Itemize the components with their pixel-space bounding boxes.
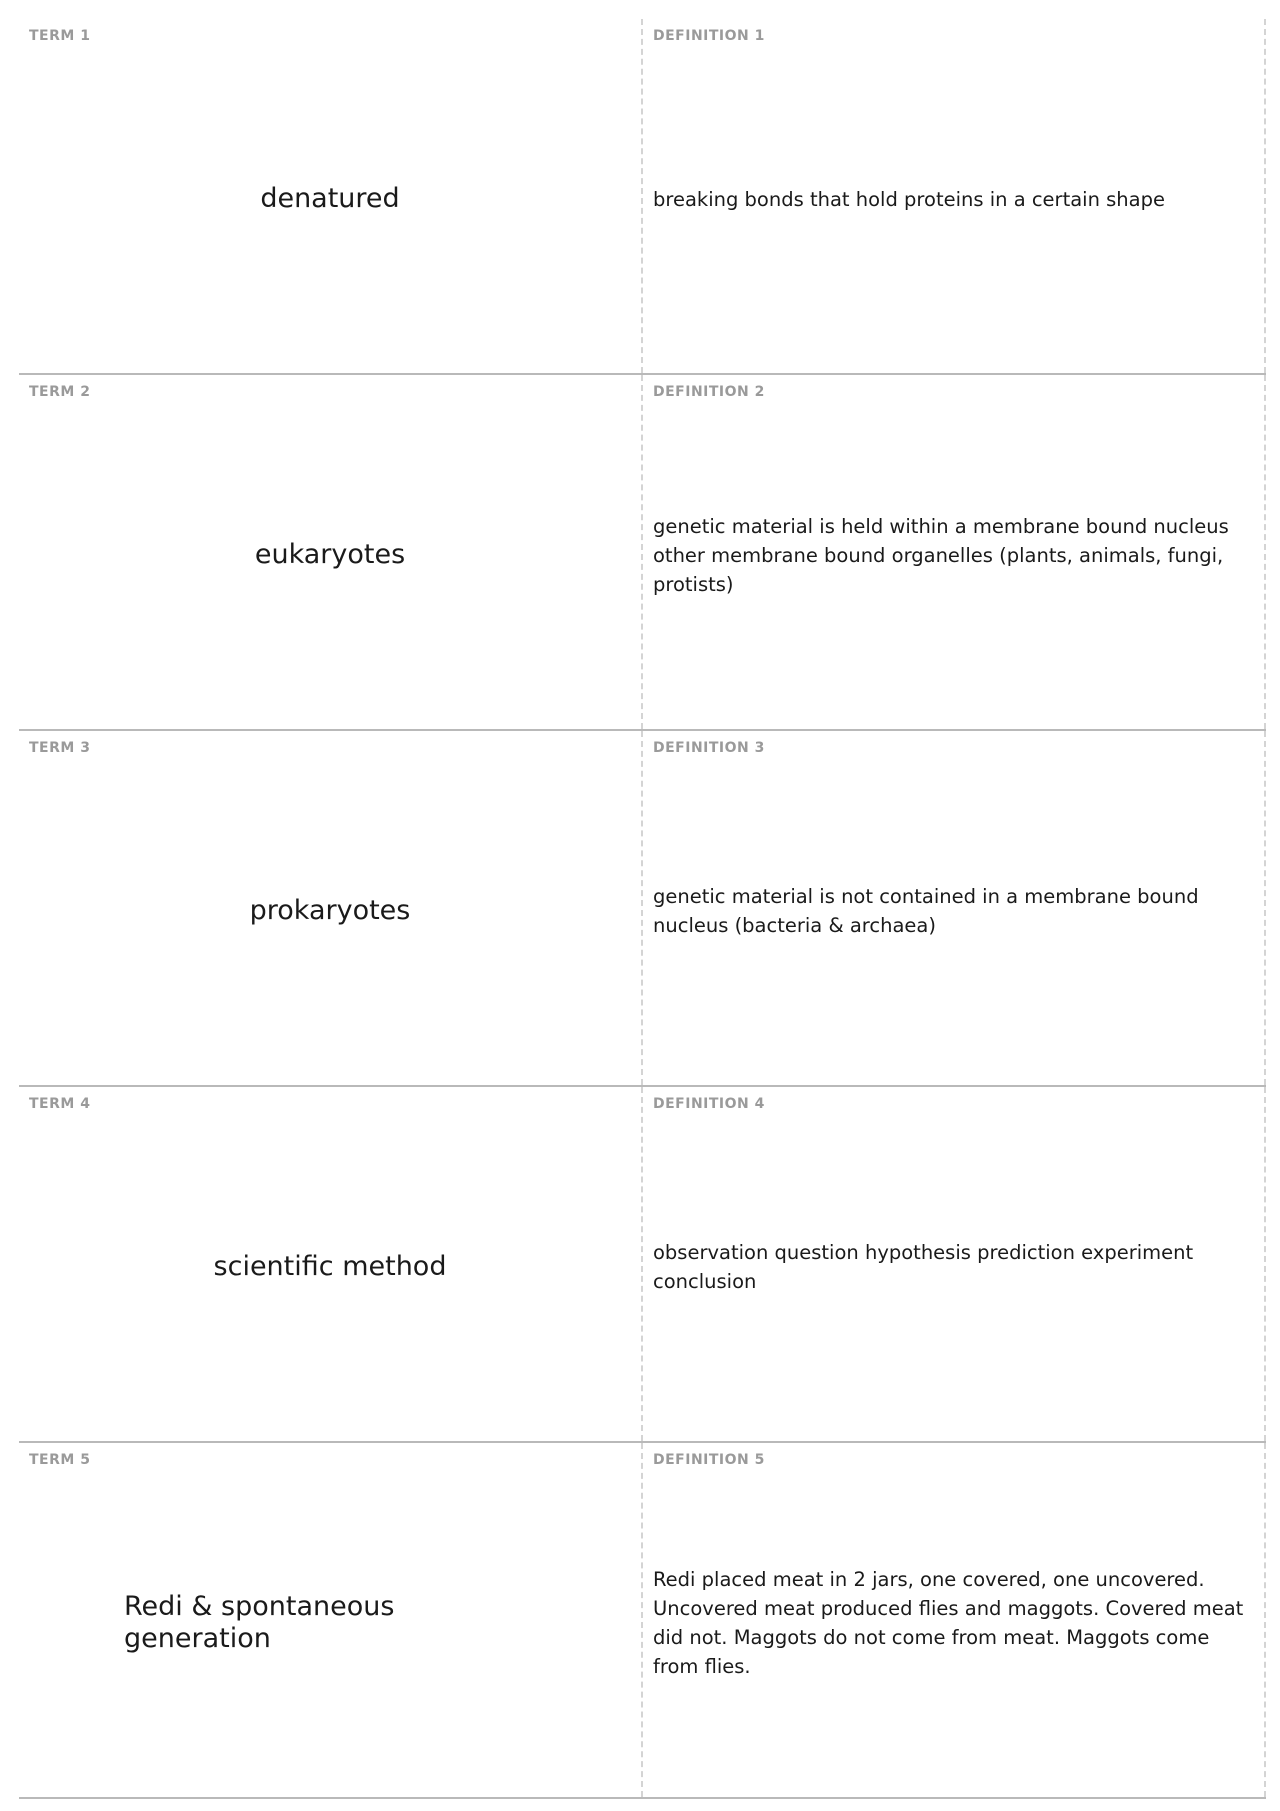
flashcard-row-4: [19, 1087, 1266, 1443]
definition-text: genetic material is held within a membrane bound nucleus other membrane bound organelles (plants, animals, fungi, protists): [653, 514, 1229, 596]
term-text: scientific method: [213, 1251, 447, 1282]
term-text: eukaryotes: [254, 539, 406, 570]
term-label: TERM 1: [29, 28, 91, 44]
term-label: TERM 2: [29, 384, 91, 400]
term-label: TERM 5: [29, 1452, 91, 1468]
definition-text: genetic material is not contained in a membrane bound nucleus (bacteria & archaea): [653, 885, 1199, 937]
definition-label: DEFINITION 2: [653, 384, 765, 400]
flashcard-sheet: [19, 19, 1266, 1799]
definition-cell: [643, 19, 1266, 373]
flashcard-row-2: [19, 375, 1266, 731]
term-label: TERM 4: [29, 1096, 91, 1112]
term-label: TERM 3: [29, 740, 91, 756]
term-cell: [19, 375, 643, 729]
term-text: prokaryotes: [249, 895, 411, 926]
flashcard-row-1: [19, 19, 1266, 375]
definition-cell: [643, 1443, 1266, 1797]
definition-label: DEFINITION 3: [653, 740, 765, 756]
flashcard-row-5: [19, 1443, 1266, 1799]
definition-cell: [643, 375, 1266, 729]
term-text: denatured: [260, 183, 400, 214]
flashcard-row-3: [19, 731, 1266, 1087]
term-cell: [19, 1443, 643, 1797]
definition-text: breaking bonds that hold proteins in a certain shape: [653, 187, 1165, 211]
term-text: Redi & spontaneous generation: [124, 1591, 395, 1654]
term-cell: [19, 731, 643, 1085]
definition-text: Redi placed meat in 2 jars, one covered, one uncovered. Uncovered meat produced flies and maggots. Covered meat did not. Maggots do not come from meat. Maggots come from flies.: [653, 1568, 1244, 1678]
definition-text: observation question hypothesis prediction experiment conclusion: [653, 1241, 1194, 1293]
definition-cell: [643, 731, 1266, 1085]
definition-label: DEFINITION 4: [653, 1096, 765, 1112]
definition-cell: [643, 1087, 1266, 1441]
definition-label: DEFINITION 1: [653, 28, 765, 44]
definition-label: DEFINITION 5: [653, 1452, 765, 1468]
term-cell: [19, 1087, 643, 1441]
term-cell: [19, 19, 643, 373]
